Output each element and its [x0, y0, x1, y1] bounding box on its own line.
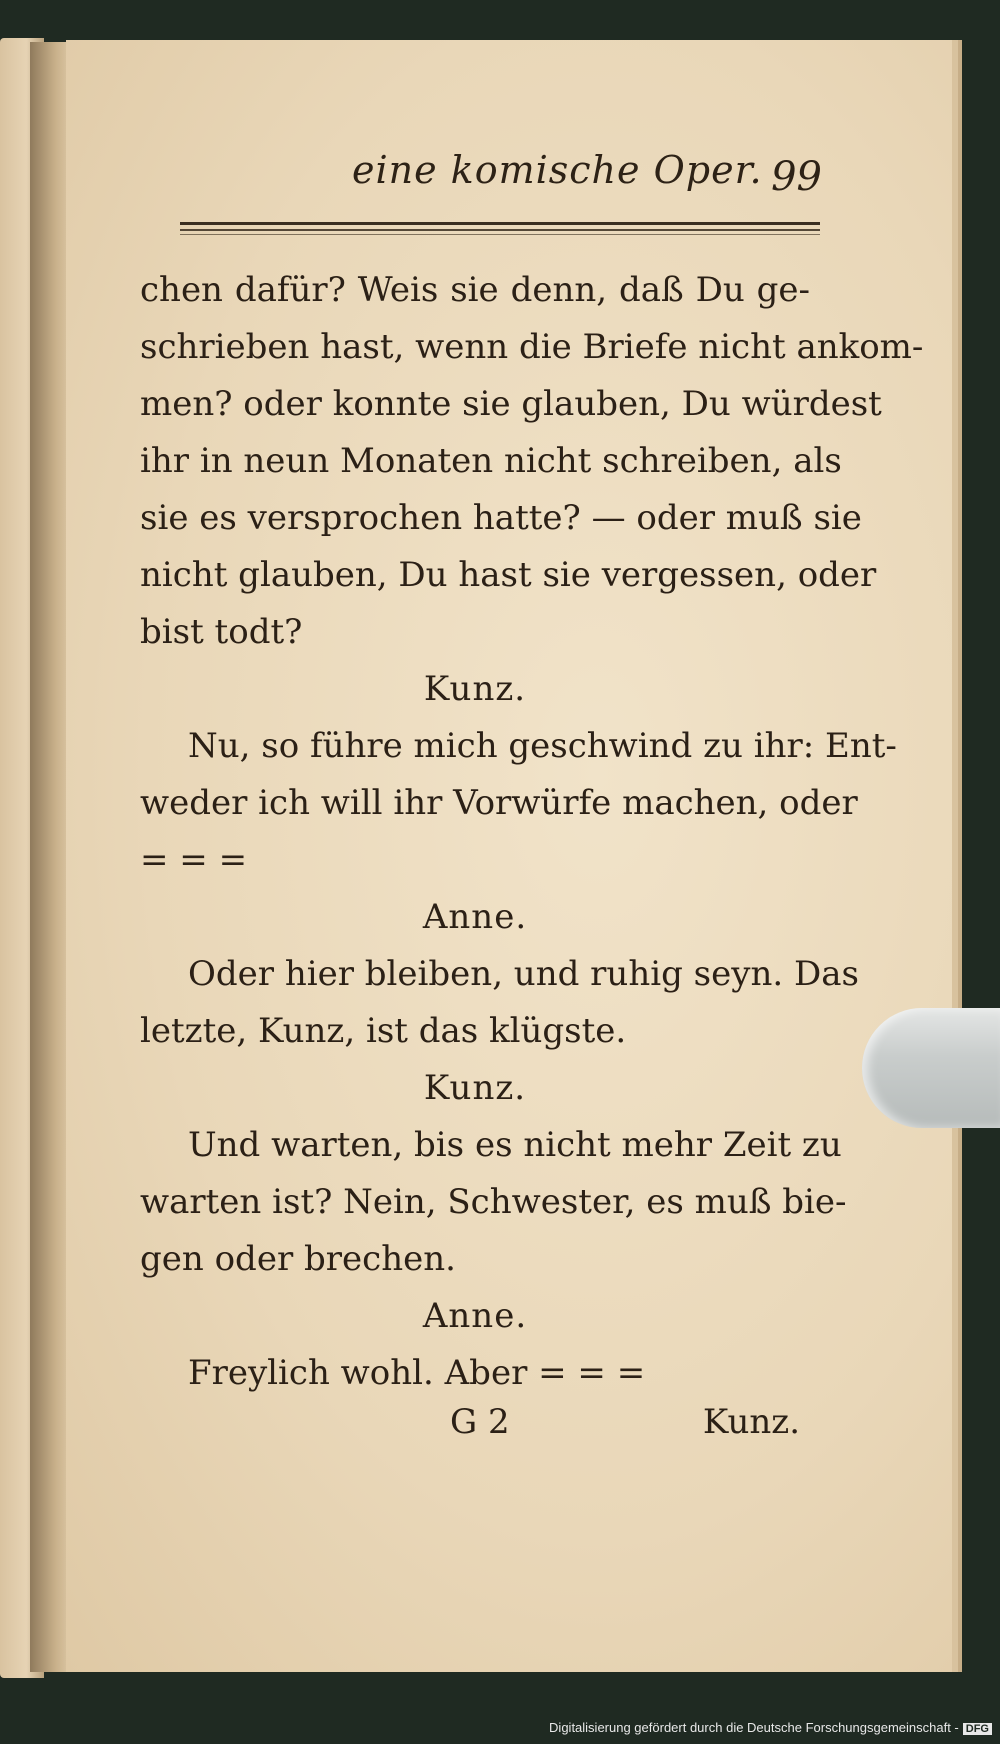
text-line: Nu, so führe mich geschwind zu ihr: Ent- [188, 726, 897, 766]
page-holder-clip [862, 1008, 1000, 1128]
page-footer [450, 1402, 800, 1452]
digitization-credit [549, 1720, 992, 1740]
text-line: ihr in neun Monaten nicht schreiben, als [140, 441, 842, 481]
text-line: bist todt? [140, 612, 303, 652]
dfg-logo: DFG [963, 1723, 992, 1735]
speaker-label: Anne. [422, 897, 528, 937]
text-line: schrieben hast, wenn die Briefe nicht ankom- [140, 327, 924, 367]
speaker-label: Anne. [422, 1296, 528, 1336]
credit-text: Digitalisierung gefördert durch die Deutsche Forschungsgemeinschaft - [549, 1720, 959, 1735]
text-line: chen dafür? Weis sie denn, daß Du ge- [140, 270, 810, 310]
signature-mark: G 2 [450, 1402, 510, 1442]
text-line: Freylich wohl. Aber = = = [188, 1353, 646, 1393]
text-line: = = = [140, 840, 248, 880]
text-line: Und warten, bis es nicht mehr Zeit zu [188, 1125, 842, 1165]
text-line: warten ist? Nein, Schwester, es muß bie- [140, 1182, 847, 1222]
page-header [352, 148, 822, 208]
catchword: Kunz. [702, 1402, 800, 1442]
speaker-label: Kunz. [423, 1068, 527, 1108]
text-line: Oder hier bleiben, und ruhig seyn. Das [188, 954, 859, 994]
text-line: men? oder konnte sie glauben, Du würdest [140, 384, 882, 424]
text-line: letzte, Kunz, ist das klügste. [140, 1011, 627, 1051]
text-line: sie es versprochen hatte? — oder muß sie [140, 498, 862, 538]
header-rule [180, 222, 820, 236]
page-body [140, 262, 924, 1402]
text-line: gen oder brechen. [140, 1239, 456, 1279]
text-line: weder ich will ihr Vorwürfe machen, oder [140, 783, 858, 823]
page-number: 99 [771, 154, 822, 200]
text-line: nicht glauben, Du hast sie vergessen, oder [140, 555, 877, 595]
speaker-label: Kunz. [423, 669, 527, 709]
running-head: eine komische Oper. [352, 148, 763, 192]
